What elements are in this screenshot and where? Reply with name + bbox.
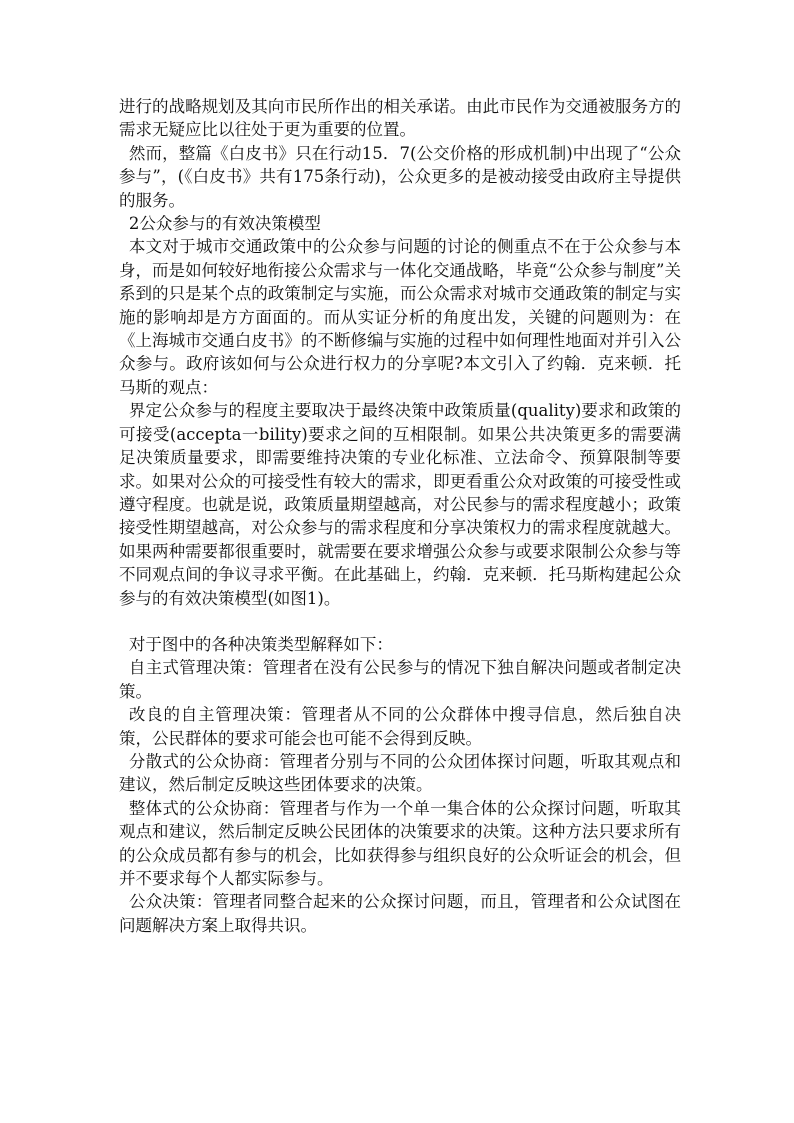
paragraph-autonomous-decision: 自主式管理决策：管理者在没有公民参与的情况下独自解决问题或者制定决策。	[119, 658, 681, 701]
section-heading: 2公众参与的有效决策模型	[128, 214, 321, 234]
paragraph-thomas-viewpoint: 界定公众参与的程度主要取决于最终决策中政策质量(quality)要求和政策的可接受(accepta一bility)要求之间的互相限制。如果公共决策更多的需要满足决策质量要求，即需要维持决策的专业化标准、立法命令、预算限制等要求。如果对公众的可接受性有较大的需求，即更看重公众对政策的可接受性或遵守程度。也就是说，政策质量期望越高，对公民参与的需求程度越小；政策接受性期望越高，对公众参与的需求程度和分享决策权力的需求程度就越大。如果两种需要都很重要时，就需要在要求增强公众参与或要求限制公众参与等不同观点间的争议寻求平衡。在此基础上，约翰．克来顿．托马斯构建起公众参与的有效决策模型(如图1)。	[119, 401, 681, 608]
paragraph-segmented-consultation: 分散式的公众协商：管理者分别与不同的公众团体探讨问题，听取其观点和建议，然后制定反映这些团体要求的决策。	[119, 751, 681, 795]
paragraph-public-decision: 公众决策：管理者同整合起来的公众探讨问题，而且，管理者和公众试图在问题解决方案上取得共识。	[119, 892, 681, 935]
figure-gap	[119, 610, 681, 633]
document-body	[119, 95, 681, 937]
paragraph-modified-autonomous-decision: 改良的自主管理决策：管理者从不同的公众群体中搜寻信息，然后独自决策，公民群体的要求可能会也可能不会得到反映。	[119, 705, 681, 748]
paragraph-strategy-commitment: 进行的战略规划及其向市民所作出的相关承诺。由此市民作为交通被服务方的需求无疑应比以往处于更为重要的位置。	[119, 97, 681, 140]
paragraph-focus-of-discussion: 本文对于城市交通政策中的公众参与问题的讨论的侧重点不在于公众参与本身，而是如何较好地衔接公众需求与一体化交通战略，毕竟“公众参与制度”关系到的只是某个点的政策制定与实施，而公众需求对城市交通政策的制定与实施的影响却是方方面面的。而从实证分析的角度出发，关键的问题则为：在《上海城市交通白皮书》的不断修编与实施的过程中如何理性地面对并引入公众参与。政府该如何与公众进行权力的分享呢?本文引入了约翰．克来顿．托马斯的观点：	[119, 237, 681, 397]
paragraph-decision-types-intro: 对于图中的各种决策类型解释如下：	[128, 634, 393, 654]
paragraph-white-paper-participation: 然而，整篇《白皮书》只在行动15．7(公交价格的形成机制)中出现了“公众参与”，(《白皮书》共有175条行动)，公众更多的是被动接受由政府主导提供的服务。	[119, 143, 681, 210]
paragraph-unitary-consultation: 整体式的公众协商：管理者与作为一个单一集合体的公众探讨问题，听取其观点和建议，然后制定反映公民团体的决策要求的决策。这种方法只要求所有的公众成员都有参与的机会，比如获得参与组织良好的公众听证会的机会，但并不要求每个人都实际参与。	[119, 798, 681, 888]
